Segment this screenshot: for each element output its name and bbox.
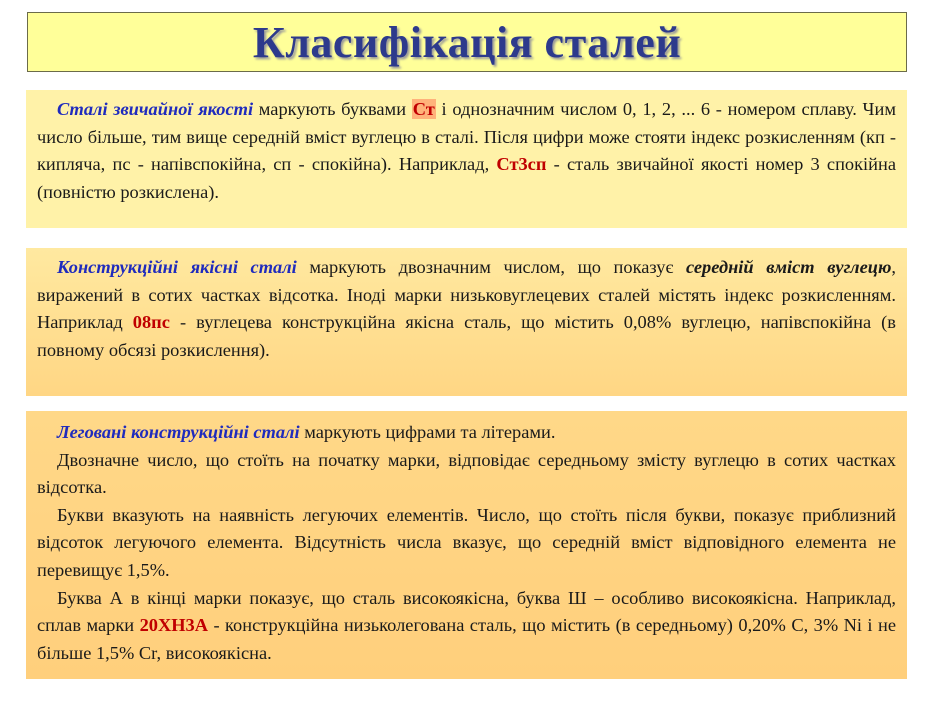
code-st: Ст [412, 99, 435, 119]
code-20khn3a: 20ХН3А [139, 615, 209, 636]
section-ordinary-steels [26, 90, 907, 228]
section-alloy-structural-steels [26, 411, 907, 679]
section-alloy-p2: Двозначне число, що стоїть на початку марки, відповідає середньому змісту вуглецю в сотих частках відсотка. [37, 449, 896, 498]
term-alloy-structural-steels: Леговані конструкційні сталі [57, 422, 300, 442]
code-08ps: 08пс [132, 312, 170, 333]
section-structural-quality-text: Конструкційні якісні сталі маркують двозначним числом, що показує середній вміст вуглецю, виражений в сотих частках відсотка. Іноді марки низьковуглецевих сталей містять індекс розкисленням. Наприклад 08пс - вуглецева конструкційна якісна сталь, що містить 0,08% вуглецю, напівспокійна (в повному обсязі розкислення). [37, 257, 897, 360]
emph-carbon-content: середній вміст вуглецю [685, 257, 892, 277]
title-banner [27, 12, 907, 72]
section-alloy-p3: Букви вказують на наявність легуючих елементів. Число, що стоїть після букви, показує приблизний відсоток легуючого елемента. Відсутність числа вказує, що середній вміст відповідного елемента не перевищує 1,5%. [37, 504, 896, 580]
section-structural-quality-steels [26, 248, 907, 396]
section-ordinary-steels-text: Сталі звичайної якості маркують буквами Ст і однозначним числом 0, 1, 2, ... 6 - номером сплаву. Чим число більше, тим вище середній вміст вуглецю в сталі. Після цифри може стояти індекс розкисленням (кп - кипляча, пс - напівспокійна, сп - спокійна). Наприклад, Ст3сп - сталь звичайної якості номер 3 спокійна (повністю розкислена). [37, 99, 897, 202]
term-structural-quality-steels: Конструкційні якісні сталі [57, 257, 297, 277]
page-title: Класифікація сталей [252, 17, 682, 67]
section-alloy-p4: Буква А в кінці марки показує, що сталь високоякісна, буква Ш – особливо високоякісна. Наприклад, сплав марки 20ХН3А - конструкційна низьколегована сталь, що містить (в середньому) 0,20% C, 3% Ni і не більше 1,5% Cr, високоякісна. [37, 587, 896, 663]
term-ordinary-steels: Сталі звичайної якості [57, 99, 254, 119]
code-st3sp: Ст3сп [496, 154, 547, 175]
section-alloy-intro: Леговані конструкційні сталі маркують цифрами та літерами. [57, 422, 556, 442]
